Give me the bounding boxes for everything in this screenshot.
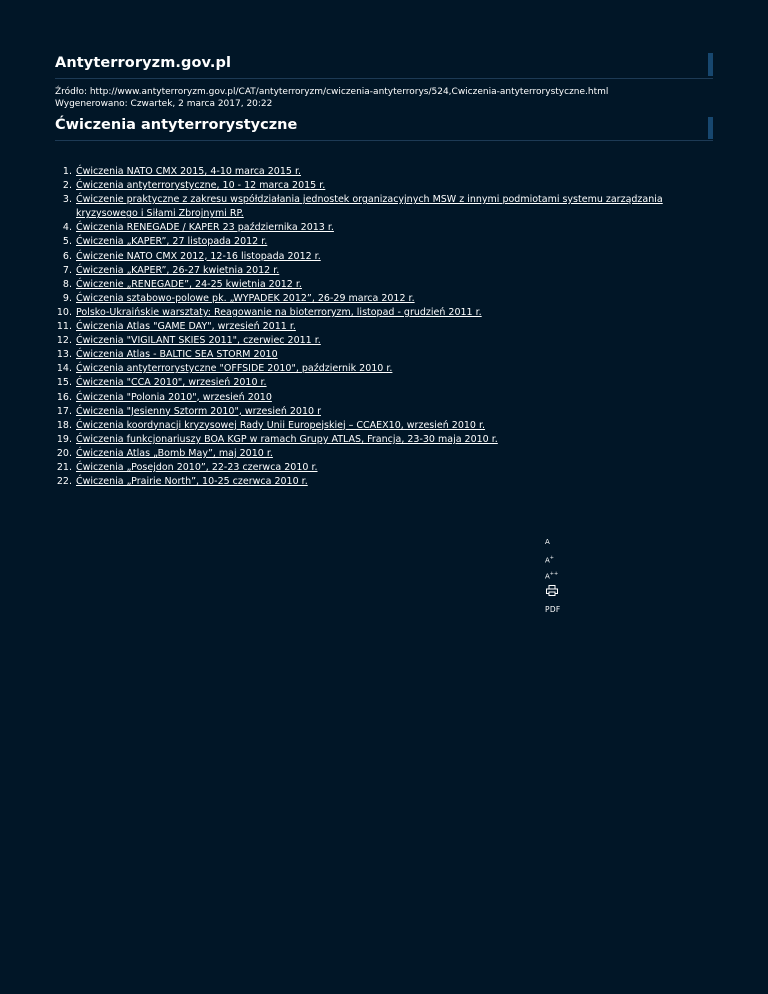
list-item-number: 17. [56, 405, 72, 417]
list-item [40, 193, 680, 221]
list-item [40, 362, 680, 376]
exercise-link[interactable]: Ćwiczenia "VIGILANT SKIES 2011", czerwiec 2011 r. [76, 335, 321, 347]
exercise-link[interactable]: Ćwiczenia "Polonia 2010", wrzesień 2010 [76, 391, 272, 403]
print-button[interactable] [541, 582, 569, 602]
exercise-link[interactable]: Ćwiczenie „RENEGADE”, 24-25 kwietnia 2012 r. [76, 278, 302, 290]
list-item-number: 2. [62, 180, 72, 192]
exercise-link[interactable]: Ćwiczenia Atlas "GAME DAY", wrzesień 2011 r. [76, 321, 296, 333]
exercise-link[interactable]: Ćwiczenia NATO CMX 2015, 4-10 marca 2015 r. [76, 166, 302, 177]
list-item-number: 6. [62, 250, 72, 262]
accessibility-toolbar [541, 534, 571, 618]
exercise-link[interactable]: Ćwiczenia „Prairie North”, 10-25 czerwca 2010 r. [76, 476, 308, 488]
exercise-link[interactable]: Ćwiczenia antyterrorystyczne, 10 - 12 marca 2015 r. [76, 180, 326, 192]
exercise-link[interactable]: Ćwiczenia „KAPER”, 26-27 kwietnia 2012 r. [76, 264, 280, 276]
list-item-number: 3. [62, 194, 72, 206]
list-item-number: 11. [56, 321, 72, 333]
exercise-link[interactable]: Ćwiczenia funkcjonariuszy BOA KGP w ramach Grupy ATLAS, Francja, 23-30 maja 2010 r. [76, 433, 498, 445]
list-item-number: 12. [56, 335, 72, 347]
font-size-medium-button[interactable] [541, 550, 569, 566]
font-size-large-button[interactable] [541, 566, 569, 582]
printer-icon [546, 585, 558, 596]
list-item [40, 391, 680, 405]
list-item [40, 461, 680, 475]
list-item [40, 306, 680, 320]
list-item [40, 221, 680, 235]
exercise-link[interactable]: Ćwiczenia RENEGADE / KAPER 23 października 2013 r. [76, 222, 334, 234]
section-accent-bar [708, 117, 713, 139]
list-item-number: 19. [56, 433, 72, 445]
print-meta [55, 87, 608, 110]
list-item [40, 278, 680, 292]
exercise-link[interactable]: Ćwiczenia "Jesienny Sztorm 2010", wrzesień 2010 r [76, 405, 321, 417]
list-item [40, 447, 680, 461]
list-item-number: 18. [56, 419, 72, 431]
exercise-link[interactable]: Ćwiczenie NATO CMX 2012, 12-16 listopada 2012 r. [76, 250, 321, 262]
font-medium-label: A [545, 556, 550, 565]
exercise-list [40, 165, 680, 489]
list-item [40, 419, 680, 433]
list-item [40, 405, 680, 419]
site-title: Antyterroryzm.gov.pl [55, 55, 232, 71]
font-size-small-button[interactable] [541, 534, 569, 550]
list-item-number: 5. [62, 236, 72, 248]
list-item-number: 22. [56, 476, 72, 488]
font-large-label: A [545, 572, 550, 581]
list-item-number: 20. [56, 447, 72, 459]
list-item-number: 8. [62, 278, 72, 290]
list-item [40, 235, 680, 249]
exercise-link[interactable]: Ćwiczenia antyterrorystyczne "OFFSIDE 2010", październik 2010 r. [76, 363, 393, 375]
exercise-link[interactable]: Ćwiczenia „KAPER”, 27 listopada 2012 r. [76, 236, 268, 248]
list-item-number: 14. [56, 363, 72, 375]
exercise-link[interactable]: Ćwiczenia sztabowo-polowe pk. „WYPADEK 2012”, 26-29 marca 2012 r. [76, 292, 415, 304]
list-item [40, 376, 680, 390]
list-item-number: 16. [56, 391, 72, 403]
list-item [40, 165, 680, 179]
list-item-number: 9. [62, 292, 72, 304]
exercise-link[interactable]: Ćwiczenia koordynacji kryzysowej Rady Unii Europejskiej – CCAEX10, wrzesień 2010 r. [76, 419, 486, 431]
exercise-link[interactable]: Polsko-Ukraińskie warsztaty: Reagowanie na bioterroryzm, listopad - grudzień 2011 r. [76, 306, 482, 318]
font-medium-sup: + [549, 555, 554, 561]
exercise-link[interactable]: Ćwiczenia „Posejdon 2010”, 22-23 czerwca 2010 r. [76, 461, 318, 473]
list-item-number: 1. [62, 166, 72, 177]
list-item-number: 21. [56, 461, 72, 473]
site-header [55, 54, 713, 79]
list-item [40, 250, 680, 264]
list-item-number: 4. [62, 222, 72, 234]
pdf-button[interactable]: PDF [545, 605, 561, 614]
section-header [55, 116, 713, 141]
list-item [40, 320, 680, 334]
header-accent-bar [708, 53, 713, 76]
font-small-label: A [545, 538, 550, 546]
list-item [40, 433, 680, 447]
page-title: Ćwiczenia antyterrorystyczne [55, 117, 298, 133]
exercise-link[interactable]: Ćwiczenia "CCA 2010", wrzesień 2010 r. [76, 377, 267, 389]
list-item [40, 292, 680, 306]
list-item [40, 348, 680, 362]
list-item-number: 10. [56, 306, 72, 318]
generated-date: Wygenerowano: Czwartek, 2 marca 2017, 20:22 [55, 98, 273, 109]
exercise-link[interactable]: Ćwiczenie praktyczne z zakresu współdziałania jednostek organizacyjnych MSW z innymi podmiotami systemu zarządzania kryzysowego i Siłami Zbrojnymi RP. [76, 194, 663, 220]
list-item [40, 179, 680, 193]
list-item-number: 13. [56, 349, 72, 361]
list-item-number: 15. [56, 377, 72, 389]
list-item [40, 334, 680, 348]
font-large-sup: ++ [549, 571, 559, 577]
exercise-link[interactable]: Ćwiczenia Atlas - BALTIC SEA STORM 2010 [76, 349, 278, 361]
list-item [40, 475, 680, 489]
list-item-number: 7. [62, 264, 72, 276]
list-item [40, 264, 680, 278]
exercise-link[interactable]: Ćwiczenia Atlas „Bomb May”, maj 2010 r. [76, 447, 273, 459]
source-url: Źródło: http://www.antyterroryzm.gov.pl/CAT/antyterroryzm/cwiczenia-antyterrorys/524,Cwiczenia-antyterrorystyczne.html [55, 87, 609, 97]
